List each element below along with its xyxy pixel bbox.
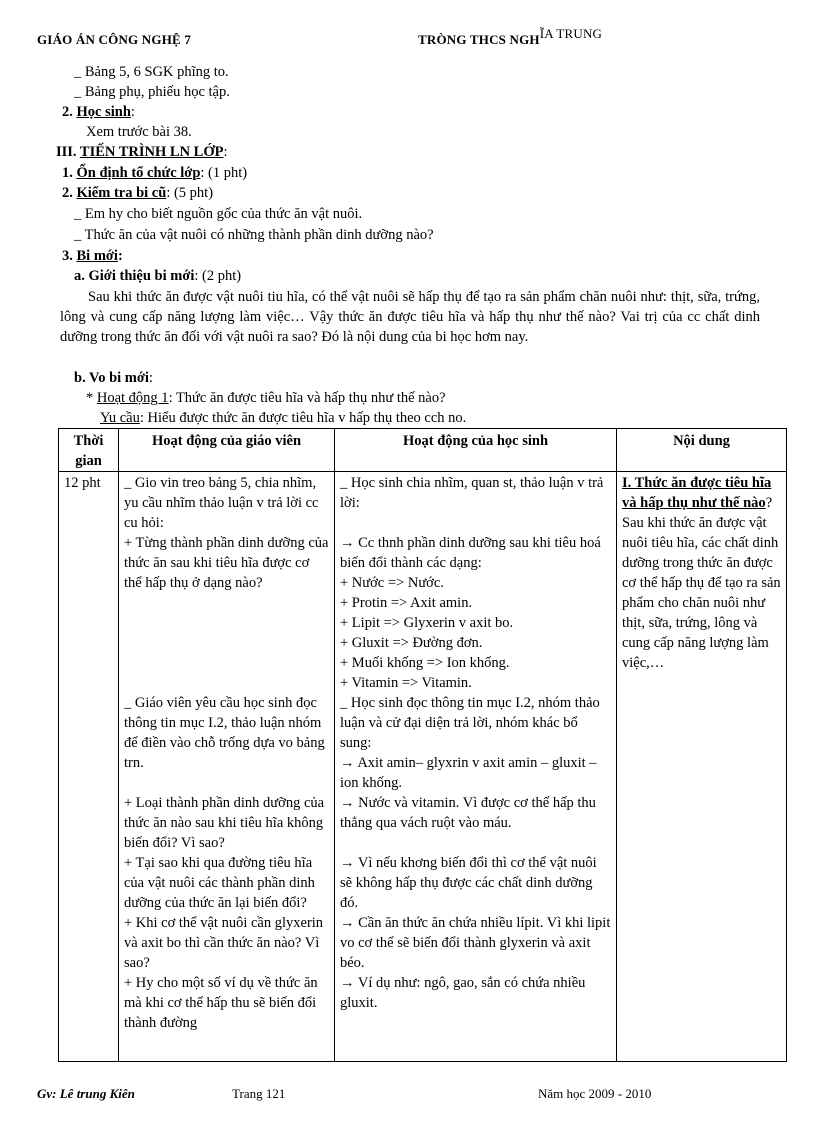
col-header-time: Thời gian [59, 429, 119, 472]
intro-heading [74, 266, 241, 286]
intro-label: a. Giới thiệu bi mới [74, 268, 195, 284]
new-lesson-heading [74, 368, 153, 388]
cell-student [335, 472, 617, 1062]
time-value: 12 pht [64, 475, 101, 491]
intro-rest: : (2 pht) [194, 268, 242, 284]
new-lesson-label: b. Vo bi mới [74, 370, 149, 386]
section-iii-heading [56, 142, 228, 162]
section-iii-label: TIẾN TRÌNH LN LỚP [79, 144, 224, 160]
content-title: I. Thức ăn được tiêu hĩa và hấp thụ như thế nào [622, 475, 772, 511]
activity-label: Hoạt động 1 [96, 390, 169, 406]
cell-time [59, 472, 119, 1062]
col-header-student: Hoạt động của học sinh [335, 429, 617, 472]
lesson-table [58, 428, 787, 1062]
col-header-teacher: Hoạt động của giáo viên [119, 429, 335, 472]
section-iii-colon: : [223, 144, 228, 160]
step-3-label: Bi mới [76, 248, 118, 264]
student-task: Xem trước bài 38. [86, 124, 192, 140]
step-1-label: Ổn định tổ chức lớp [76, 165, 201, 181]
footer-page: Trang 121 [232, 1086, 286, 1101]
header-school: TRÒNG THCS NGH [418, 32, 540, 47]
requirement [100, 408, 466, 428]
review-question-2: _ Thức ăn của vật nuôi có những thành phần dinh dưỡng nào? [74, 227, 434, 243]
content-title-q: ? [765, 495, 773, 511]
step-3-colon: : [117, 248, 123, 264]
table-row [59, 472, 787, 1062]
student-num: 2. [62, 104, 77, 120]
step-1 [62, 163, 247, 183]
step-3-num: 3. [62, 248, 77, 264]
step-2 [62, 183, 213, 203]
step-1-rest: : (1 pht) [200, 165, 248, 181]
cell-teacher [119, 472, 335, 1062]
student-label: Học sinh [76, 104, 131, 120]
step-3 [62, 246, 123, 266]
activity-rest: : Thức ăn được tiêu hĩa và hấp thụ như thế nào? [168, 390, 446, 406]
material-line-1: _ Bảng 5, 6 SGK phĩng to. [74, 64, 229, 80]
requirement-rest: : Hiểu được thức ăn được tiêu hĩa v hấp thụ theo cch no. [139, 410, 467, 426]
header-school-sup: ĨA TRUNG [539, 26, 603, 41]
step-2-num: 2. [62, 185, 77, 201]
footer-year: Năm học 2009 - 2010 [538, 1086, 652, 1101]
activity-star: * [86, 390, 97, 406]
content-body: Sau khi thức ăn được vật nuôi tiêu hĩa, các chất dinh dưỡng trong thức ăn được cơ thể hấp thụ để tạo ra sản phẩm cho chăn nuôi như thịt, sữa, trứng, lông và cung cấp năng lượng làm việc,… [622, 515, 781, 671]
cell-content [617, 472, 787, 1062]
intro-paragraph: Sau khi thức ăn được vật nuôi tiu hĩa, có thể vật nuôi sẽ hấp thụ để tạo ra sản phẩm chăn nuôi như: thịt, sữa, trứng, lông và cung cấp năng lượng làm việc… Vậy thức ăn được tiêu hĩa và hấp thụ như thế nào? Vai trị của cc chất dinh dưỡng trong thức ăn đối với vật nuôi ra sao? Đó là nội dung của bi học hơm nay. [60, 289, 760, 345]
review-question-1: _ Em hy cho biết nguồn gốc của thức ăn vật nuôi. [74, 206, 363, 222]
activity-heading [86, 388, 446, 408]
col-header-content: Nội dung [617, 429, 787, 472]
step-2-rest: : (5 pht) [166, 185, 214, 201]
step-2-label: Kiểm tra bi cũ [76, 185, 167, 201]
step-1-num: 1. [62, 165, 77, 181]
material-line-2: _ Bảng phụ, phiếu học tập. [74, 84, 230, 100]
header-right [418, 26, 603, 50]
student-colon: : [130, 104, 135, 120]
table-header-row [59, 429, 787, 472]
section-iii-num: III. [56, 144, 80, 160]
new-lesson-colon: : [148, 370, 153, 386]
student-heading [62, 102, 135, 122]
footer-author: Gv: Lê trung Kiên [37, 1086, 135, 1101]
requirement-label: Yu cầu [100, 410, 140, 426]
student-activity: _ Học sinh chia nhĩm, quan st, thảo luận v trả lời: → Cc thnh phần dinh dưỡng sau khi tiêu hoá biến đổi thành các dạng: + Nước => Nước. + Protin => Axit amin. + Lipit => Glyxerin v axit bo. + Gluxit => Đường đơn. + Muối khống => Ion khống. + Vitamin => Vitamin. _ Học sinh đọc thông tin mục I.2, nhóm thảo luận và cử đại diện trả lời, nhóm khác bổ sung: → Axit amin– glyxrin v axit amin – gluxit – ion khống. → Nước và vitamin. Vì được cơ thể hấp thu thẳng qua vách ruột vào máu. → Vì nếu khơng biến đổi thì cơ thể vật nuôi sẽ không hấp thụ được các chất dinh dưỡng đó. → Cần ăn thức ăn chứa nhiều lípit. Vì khi lipit vo cơ thể sẽ biến đổi thành glyxerin và axit béo. → Ví dụ như: ngô, gao, sắn có chứa nhiều gluxit. [340, 475, 611, 1011]
header-left: GIÁO ÁN CÔNG NGHỆ 7 [37, 32, 192, 47]
teacher-activity: _ Gio vin treo bảng 5, chia nhĩm, yu cầu nhĩm thảo luận v trả lời cc cu hỏi: + Từng thành phần dinh dưỡng của thức ăn sau khi tiêu hĩa được cơ thể hấp thụ ở dạng nào? _ Giáo viên yêu cầu học sinh đọc thông tin mục I.2, thảo luận nhóm để điền vào chỗ trống dựa vo bảng trn. + Loại thành phần dinh dưỡng của thức ăn nào sau khi tiêu hĩa không biến đổi? Vì sao? + Tại sao khi qua đường tiêu hĩa của vật nuôi các thành phần dinh dưỡng của thức ăn lại biến đổi? + Khi cơ thể vật nuôi cần glyxerin và axit bo thì cần thức ăn nào? Vì sao? + Hy cho một số ví dụ về thức ăn mà khi cơ thể hấp thu sẽ biến đổi thành đường [124, 475, 329, 1031]
